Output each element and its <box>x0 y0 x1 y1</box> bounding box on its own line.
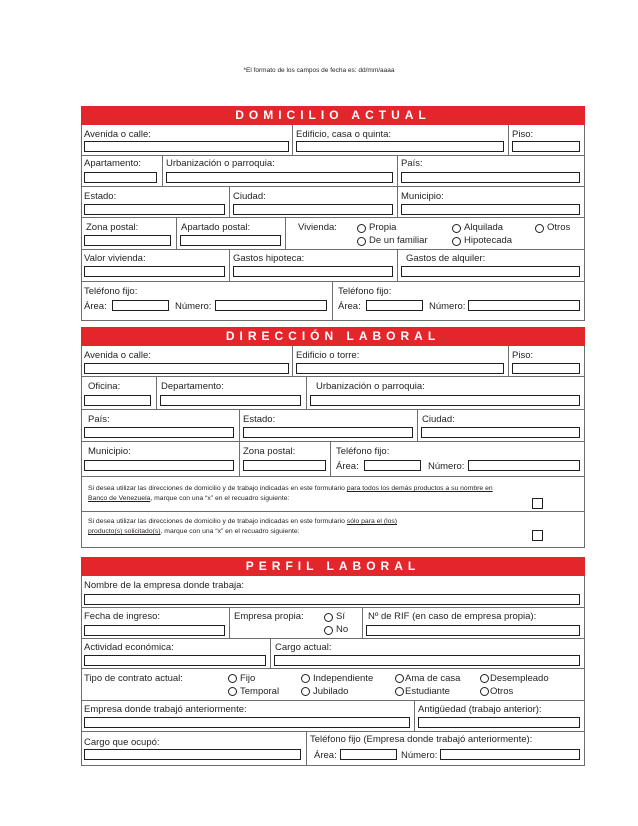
input-valor-vivienda[interactable] <box>84 266 225 277</box>
label-ama-de-casa: Ama de casa <box>405 673 461 684</box>
label-cargo-ocupo: Cargo que ocupó: <box>84 737 160 748</box>
input-zona-postal-laboral[interactable] <box>243 460 326 471</box>
label-rif: Nº de RIF (en caso de empresa propia): <box>368 611 537 622</box>
input-urbanizacion[interactable] <box>166 172 393 183</box>
label-numero-2: Número: <box>429 301 466 312</box>
input-antiguedad[interactable] <box>418 717 580 728</box>
radio-desempleado[interactable] <box>480 674 489 683</box>
input-piso-laboral[interactable] <box>512 363 580 374</box>
label-no: No <box>336 624 349 635</box>
label-alquilada: Alquilada <box>464 222 504 233</box>
radio-si[interactable] <box>324 613 333 622</box>
label-otros: Otros <box>547 222 571 233</box>
label-telefono-anterior: Teléfono fijo (Empresa donde trabajó anteriormente): <box>310 734 533 745</box>
label-area-1: Área: <box>84 301 107 312</box>
label-numero-1: Número: <box>175 301 212 312</box>
radio-independiente[interactable] <box>301 674 310 683</box>
input-oficina[interactable] <box>84 395 151 406</box>
input-departamento[interactable] <box>160 395 301 406</box>
label-fecha-ingreso: Fecha de ingreso: <box>84 611 161 622</box>
input-pais[interactable] <box>401 172 580 183</box>
checkbox-producto-solicitado[interactable] <box>532 530 543 541</box>
label-jubilado: Jubilado <box>313 686 349 697</box>
input-ciudad-laboral[interactable] <box>421 427 580 438</box>
label-pais-laboral: País: <box>88 414 110 425</box>
label-vivienda: Vivienda: <box>298 222 337 233</box>
label-ciudad-laboral: Ciudad: <box>422 414 455 425</box>
radio-otros[interactable] <box>535 224 544 233</box>
label-piso: Piso: <box>512 129 534 140</box>
label-empresa-anterior: Empresa donde trabajó anteriormente: <box>84 704 247 715</box>
label-independiente: Independiente <box>313 673 374 684</box>
label-empresa-propia: Empresa propia: <box>234 611 304 622</box>
radio-familiar[interactable] <box>357 237 366 246</box>
radio-fijo[interactable] <box>228 674 237 683</box>
radio-estudiante[interactable] <box>395 687 404 696</box>
input-numero-2[interactable] <box>468 300 580 311</box>
label-urbanizacion-laboral: Urbanización o parroquia: <box>316 381 425 392</box>
label-area-laboral: Área: <box>336 461 359 472</box>
aviso-todos-productos-2: Banco de Venezuela, marque con una “x” en el recuadro siguiente: <box>88 495 290 502</box>
label-temporal: Temporal <box>240 686 280 697</box>
input-gastos-hipoteca[interactable] <box>233 266 393 277</box>
radio-hipotecada[interactable] <box>452 237 461 246</box>
label-area-anterior: Área: <box>314 750 337 761</box>
input-municipio[interactable] <box>401 204 580 215</box>
label-tipo-contrato: Tipo de contrato actual: <box>84 673 183 684</box>
input-ciudad[interactable] <box>233 204 393 215</box>
label-gastos-alquiler: Gastos de alquiler: <box>406 253 486 264</box>
label-telefono-2: Teléfono fijo: <box>338 286 392 297</box>
label-apartamento: Apartamento: <box>84 158 142 169</box>
input-numero-anterior[interactable] <box>440 749 580 760</box>
label-si: Sí <box>336 611 345 622</box>
input-gastos-alquiler[interactable] <box>401 266 580 277</box>
input-avenida-laboral[interactable] <box>84 363 289 374</box>
input-apartamento[interactable] <box>84 172 157 183</box>
label-numero-anterior: Número: <box>401 750 438 761</box>
input-area-anterior[interactable] <box>340 749 397 760</box>
input-edificio-laboral[interactable] <box>296 363 504 374</box>
input-urbanizacion-laboral[interactable] <box>310 395 580 406</box>
input-estado-laboral[interactable] <box>243 427 413 438</box>
input-numero-laboral[interactable] <box>468 460 580 471</box>
label-estado: Estado: <box>84 191 117 202</box>
radio-temporal[interactable] <box>228 687 237 696</box>
input-fecha-ingreso[interactable] <box>84 625 225 636</box>
section-title-domicilio: DOMICILIO ACTUAL <box>81 106 585 125</box>
label-numero-laboral: Número: <box>428 461 465 472</box>
section-title-laboral: DIRECCIÓN LABORAL <box>81 327 585 346</box>
input-estado[interactable] <box>84 204 225 215</box>
label-familiar: De un familiar <box>369 235 428 246</box>
date-format-note: *El formato de los campos de fecha es: dd/mm/aaaa <box>243 67 395 74</box>
label-antiguedad: Antigüedad (trabajo anterior): <box>418 704 542 715</box>
label-actividad: Actividad económica: <box>84 642 174 653</box>
label-valor-vivienda: Valor vivienda: <box>84 253 146 264</box>
label-pais: País: <box>401 158 423 169</box>
input-nombre-empresa[interactable] <box>84 594 580 605</box>
label-estudiante: Estudiante <box>405 686 450 697</box>
input-zona-postal[interactable] <box>84 235 171 246</box>
label-avenida-laboral: Avenida o calle: <box>84 350 151 361</box>
input-piso[interactable] <box>512 141 580 152</box>
label-oficina: Oficina: <box>88 381 121 392</box>
label-estado-laboral: Estado: <box>243 414 276 425</box>
radio-propia[interactable] <box>357 224 366 233</box>
label-apartado-postal: Apartado postal: <box>181 222 251 233</box>
input-area-laboral[interactable] <box>364 460 421 471</box>
input-numero-1[interactable] <box>215 300 327 311</box>
input-rif[interactable] <box>366 625 580 636</box>
section-title-perfil: PERFIL LABORAL <box>81 557 585 576</box>
radio-alquilada[interactable] <box>452 224 461 233</box>
input-edificio[interactable] <box>296 141 504 152</box>
radio-jubilado[interactable] <box>301 687 310 696</box>
label-hipotecada: Hipotecada <box>464 235 513 246</box>
label-propia: Propia <box>369 222 397 233</box>
label-edificio: Edificio, casa o quinta: <box>296 129 392 140</box>
label-telefono-1: Teléfono fijo: <box>84 286 138 297</box>
label-departamento: Departamento: <box>161 381 224 392</box>
label-nombre-empresa: Nombre de la empresa donde trabaja: <box>84 580 245 591</box>
input-municipio-laboral[interactable] <box>84 460 234 471</box>
input-empresa-anterior[interactable] <box>84 717 410 728</box>
label-urbanizacion: Urbanización o parroquia: <box>166 158 275 169</box>
label-area-2: Área: <box>338 301 361 312</box>
label-zona-postal-laboral: Zona postal: <box>243 446 296 457</box>
input-cargo-actual[interactable] <box>274 655 580 666</box>
input-area-1[interactable] <box>112 300 169 311</box>
label-ciudad: Ciudad: <box>233 191 266 202</box>
label-municipio-laboral: Municipio: <box>88 446 131 457</box>
input-area-2[interactable] <box>366 300 423 311</box>
label-avenida: Avenida o calle: <box>84 129 151 140</box>
label-edificio-laboral: Edificio o torre: <box>296 350 360 361</box>
label-otros-contrato: Otros <box>490 686 514 697</box>
label-desempleado: Desempleado <box>490 673 549 684</box>
aviso-producto-solicitado: Si desea utilizar las direcciones de domicilio y de trabajo indicadas en este formulario sólo para el (los) <box>88 518 398 525</box>
label-municipio: Municipio: <box>401 191 444 202</box>
label-fijo: Fijo <box>240 673 256 684</box>
input-pais-laboral[interactable] <box>84 427 234 438</box>
aviso-producto-solicitado-2: producto(s) solicitado(s), marque con una “x” en el recuadro siguiente: <box>88 528 300 535</box>
radio-otros-contrato[interactable] <box>480 687 489 696</box>
input-apartado-postal[interactable] <box>180 235 281 246</box>
label-piso-laboral: Piso: <box>512 350 534 361</box>
label-telefono-laboral: Teléfono fijo: <box>336 446 390 457</box>
label-zona-postal: Zona postal: <box>86 222 139 233</box>
input-avenida[interactable] <box>84 141 289 152</box>
checkbox-todos-productos[interactable] <box>532 498 543 509</box>
radio-ama-de-casa[interactable] <box>395 674 404 683</box>
input-actividad[interactable] <box>84 655 266 666</box>
label-gastos-hipoteca: Gastos hipoteca: <box>233 253 305 264</box>
input-cargo-ocupo[interactable] <box>84 749 301 760</box>
aviso-todos-productos: Si desea utilizar las direcciones de domicilio y de trabajo indicadas en este formulario para todos los demás productos a su nombre en <box>88 485 493 492</box>
label-cargo-actual: Cargo actual: <box>275 642 332 653</box>
radio-no[interactable] <box>324 626 333 635</box>
